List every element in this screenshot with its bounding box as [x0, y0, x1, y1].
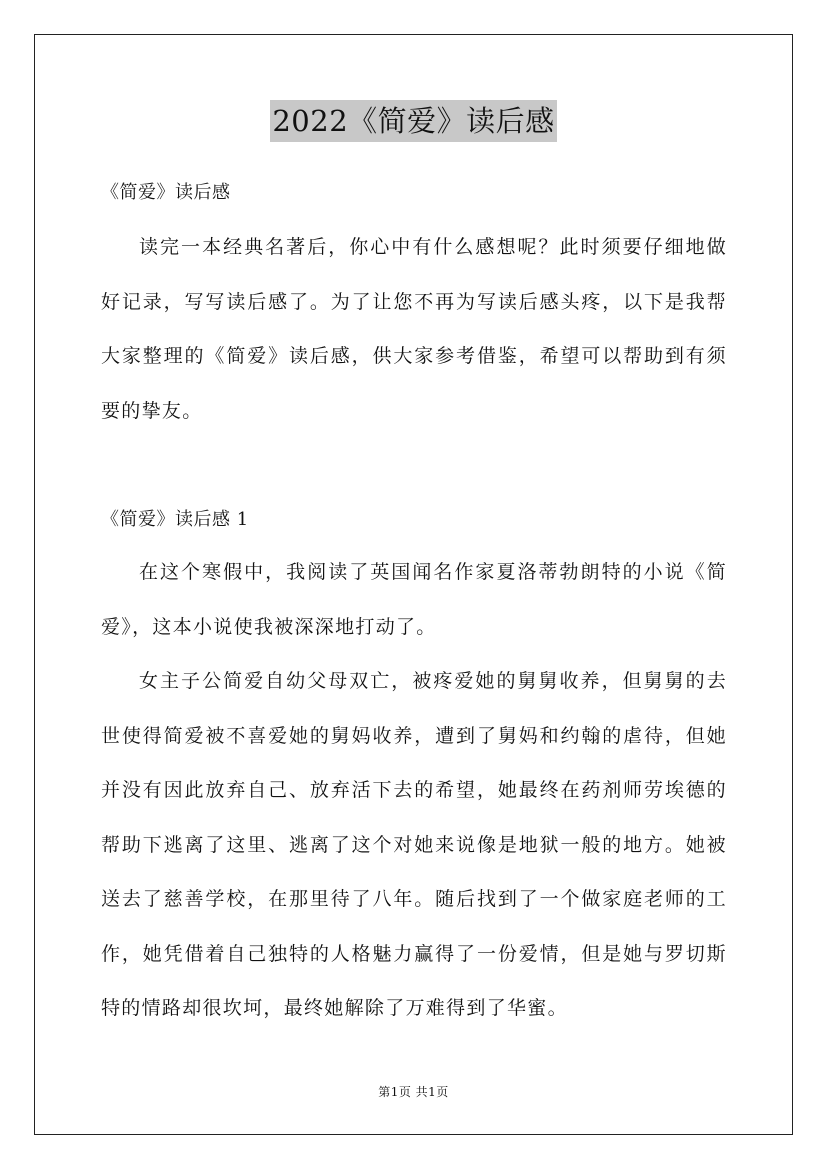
section1-paragraph-1: 在这个寒假中，我阅读了英国闻名作家夏洛蒂勃朗特的小说《简爱》，这本小说使我被深深地打动了。: [101, 561, 727, 638]
intro-paragraph: 读完一本经典名著后，你心中有什么感想呢？此时须要仔细地做好记录，写写读后感了。为了让您不再为写读后感头疼，以下是我帮大家整理的《简爱》读后感，供大家参考借鉴，希望可以帮助到有须要的挚友。: [101, 236, 727, 422]
title-container: [0, 100, 827, 142]
section1-paragraph-2: 女主子公简爱自幼父母双亡，被疼爱她的舅舅收养，但舅舅的去世使得简爱被不喜爱她的舅妈收养，遭到了舅妈和约翰的虐待，但她并没有因此放弃自己、放弃活下去的希望，她最终在药剂师劳埃德的帮助下逃离了这里、逃离了这个对她来说像是地狱一般的地方。她被送去了慈善学校，在那里待了八年。随后找到了一个做家庭老师的工作，她凭借着自己独特的人格魅力赢得了一份爱情，但是她与罗切斯特的情路却很坎坷，最终她解除了万难得到了华蜜。: [101, 670, 727, 1019]
document-title: 2022《简爱》读后感: [270, 100, 556, 142]
page-number: 第1页 共1页: [378, 1085, 449, 1099]
intro-heading: 《简爱》读后感: [101, 182, 231, 203]
section1-heading: 《简爱》读后感 1: [101, 509, 249, 530]
